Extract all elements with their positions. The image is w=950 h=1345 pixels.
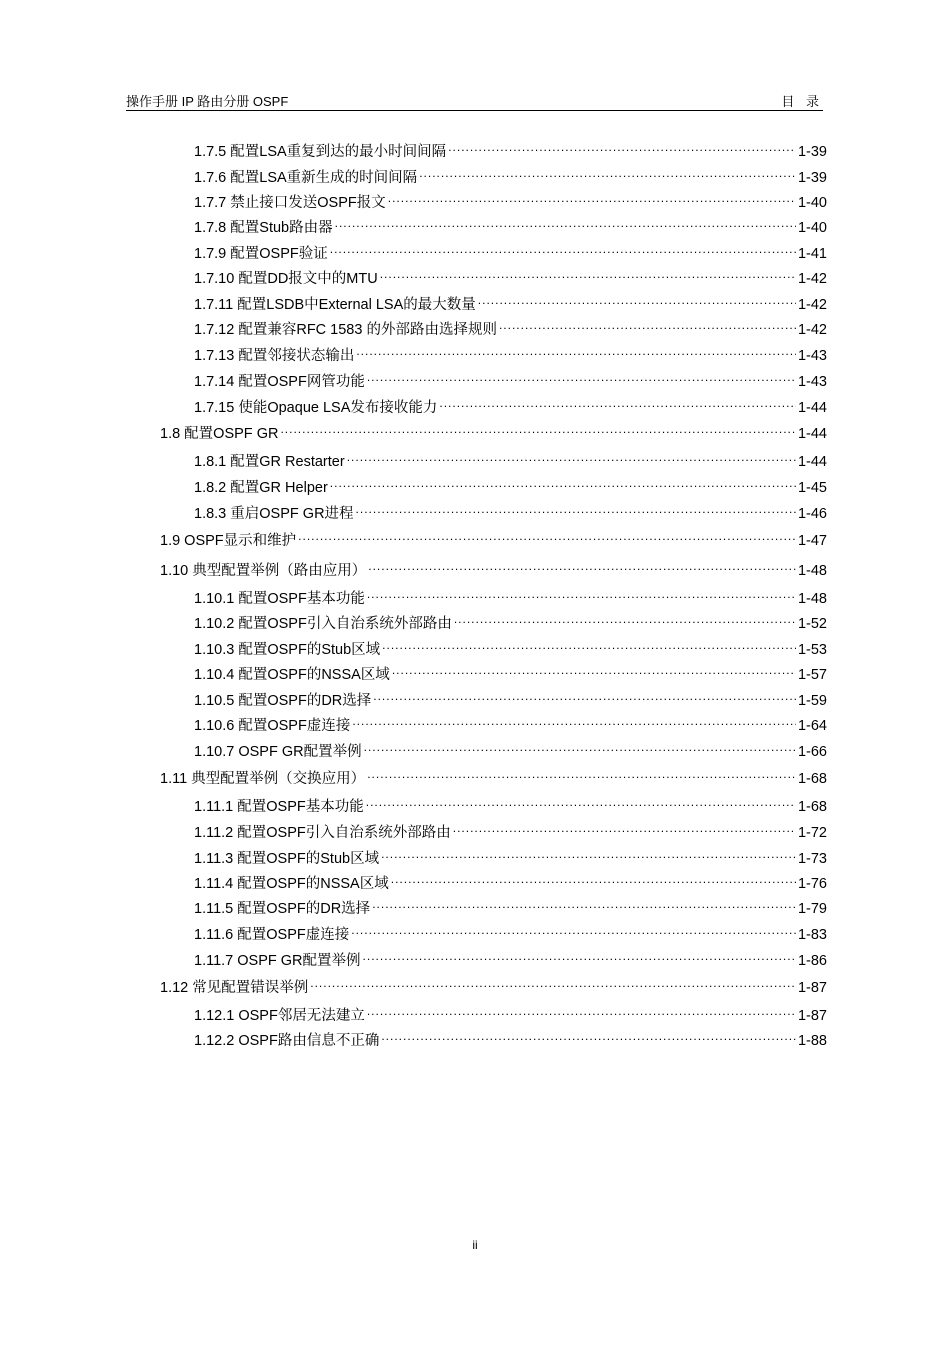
toc-entry-title: 1.7.5 配置LSA重复到达的最小时间间隔 xyxy=(194,144,447,160)
toc-entry-title: 1.8.2 配置GR Helper xyxy=(194,480,328,496)
page-header xyxy=(126,90,823,111)
toc-entry[interactable] xyxy=(194,448,827,470)
header-section: 目 录 xyxy=(781,94,823,109)
toc-dot-leader xyxy=(335,214,796,232)
toc-entry-page: 1-76 xyxy=(797,876,827,892)
toc-entry[interactable] xyxy=(160,765,827,787)
toc-dot-leader xyxy=(454,610,796,628)
toc-entry[interactable] xyxy=(194,164,827,186)
toc-entry[interactable] xyxy=(194,661,827,683)
toc-dot-leader xyxy=(330,240,796,258)
toc-entry[interactable] xyxy=(160,557,827,579)
toc-entry-title: 1.11.4 配置OSPF的NSSA区域 xyxy=(194,876,389,892)
toc-dot-leader xyxy=(380,265,796,283)
toc-entry[interactable] xyxy=(194,240,827,262)
toc-dot-leader xyxy=(381,845,796,863)
toc-dot-leader xyxy=(478,291,796,309)
toc-dot-leader xyxy=(367,765,796,783)
toc-entry-title: 1.8.3 重启OSPF GR进程 xyxy=(194,506,354,522)
toc-entry-page: 1-46 xyxy=(797,506,827,522)
toc-entry-title: 1.12.1 OSPF邻居无法建立 xyxy=(194,1008,365,1024)
toc-entry-page: 1-41 xyxy=(797,246,827,262)
toc-entry-page: 1-40 xyxy=(797,195,827,211)
toc-entry[interactable] xyxy=(194,1002,827,1024)
toc-entry[interactable] xyxy=(194,636,827,658)
toc-entry[interactable] xyxy=(194,342,827,364)
toc-entry-title: 1.7.10 配置DD报文中的MTU xyxy=(194,271,378,287)
toc-entry-title: 1.10.3 配置OSPF的Stub区域 xyxy=(194,642,381,658)
toc-dot-leader xyxy=(499,316,796,334)
toc-entry[interactable] xyxy=(194,368,827,390)
toc-dot-leader xyxy=(298,527,796,545)
toc-entry-title: 1.7.11 配置LSDB中External LSA的最大数量 xyxy=(194,297,476,313)
toc-dot-leader xyxy=(372,895,796,913)
toc-dot-leader xyxy=(351,921,796,939)
toc-entry-title: 1.7.15 使能Opaque LSA发布接收能力 xyxy=(194,400,438,416)
toc-entry-page: 1-42 xyxy=(797,271,827,287)
toc-dot-leader xyxy=(366,793,796,811)
toc-entry-title: 1.11.6 配置OSPF虚连接 xyxy=(194,927,350,943)
toc-entry-page: 1-86 xyxy=(797,953,827,969)
toc-entry-page: 1-52 xyxy=(797,616,827,632)
toc-entry[interactable] xyxy=(194,819,827,841)
toc-entry[interactable] xyxy=(194,500,827,522)
toc-dot-leader xyxy=(382,636,796,654)
toc-entry[interactable] xyxy=(194,214,827,236)
toc-entry-page: 1-73 xyxy=(797,851,827,867)
toc-entry[interactable] xyxy=(194,793,827,815)
toc-entry[interactable] xyxy=(194,1027,827,1049)
toc-dot-leader xyxy=(381,1027,796,1045)
toc-entry-title: 1.10.1 配置OSPF基本功能 xyxy=(194,591,365,607)
toc-entry-page: 1-68 xyxy=(797,799,827,815)
toc-entry-title: 1.8 配置OSPF GR xyxy=(160,426,279,442)
toc-entry-title: 1.7.13 配置邻接状态输出 xyxy=(194,348,355,364)
toc-entry-title: 1.7.14 配置OSPF网管功能 xyxy=(194,374,365,390)
toc-entry[interactable] xyxy=(194,687,827,709)
toc-entry-page: 1-42 xyxy=(797,297,827,313)
toc-entry[interactable] xyxy=(194,738,827,760)
toc-entry[interactable] xyxy=(194,947,827,969)
toc-entry-page: 1-44 xyxy=(797,426,827,442)
toc-entry-page: 1-47 xyxy=(797,533,827,549)
toc-entry-title: 1.12 常见配置错误举例 xyxy=(160,980,309,996)
toc-entry-page: 1-57 xyxy=(797,667,827,683)
toc-entry[interactable] xyxy=(194,585,827,607)
toc-dot-leader xyxy=(453,819,796,837)
toc-entry-title: 1.7.6 配置LSA重新生成的时间间隔 xyxy=(194,170,418,186)
toc-dot-leader xyxy=(392,661,796,679)
toc-entry[interactable] xyxy=(194,394,827,416)
toc-entry-page: 1-44 xyxy=(797,454,827,470)
toc-entry-title: 1.10.7 OSPF GR配置举例 xyxy=(194,744,362,760)
toc-entry-title: 1.10.6 配置OSPF虚连接 xyxy=(194,718,351,734)
toc-entry-title: 1.11.3 配置OSPF的Stub区域 xyxy=(194,851,380,867)
toc-entry-page: 1-44 xyxy=(797,400,827,416)
toc-entry-page: 1-40 xyxy=(797,220,827,236)
toc-dot-leader xyxy=(419,164,796,182)
toc-entry-page: 1-79 xyxy=(797,901,827,917)
toc-entry-page: 1-87 xyxy=(797,980,827,996)
toc-entry-title: 1.7.7 禁止接口发送OSPF报文 xyxy=(194,195,386,211)
toc-entry[interactable] xyxy=(194,291,827,313)
page-number: ii xyxy=(472,1238,478,1252)
toc-entry-title: 1.10.4 配置OSPF的NSSA区域 xyxy=(194,667,390,683)
toc-entry-page: 1-83 xyxy=(797,927,827,943)
toc-entry-page: 1-53 xyxy=(797,642,827,658)
toc-entry-page: 1-59 xyxy=(797,693,827,709)
toc-entry-title: 1.7.9 配置OSPF验证 xyxy=(194,246,328,262)
toc-entry[interactable] xyxy=(194,189,827,211)
toc-dot-leader xyxy=(356,342,796,360)
toc-entry[interactable] xyxy=(194,265,827,287)
toc-entry-title: 1.11 典型配置举例（交换应用） xyxy=(160,771,366,787)
toc-dot-leader xyxy=(367,1002,796,1020)
toc-entry[interactable] xyxy=(194,870,827,892)
toc-dot-leader xyxy=(448,138,796,156)
toc-entry[interactable] xyxy=(194,474,827,496)
toc-entry[interactable] xyxy=(194,138,827,160)
toc-entry-page: 1-43 xyxy=(797,374,827,390)
toc-entry-page: 1-88 xyxy=(797,1033,827,1049)
toc-entry[interactable] xyxy=(160,420,827,442)
toc-entry-title: 1.10 典型配置举例（路由应用） xyxy=(160,563,367,579)
toc-entry[interactable] xyxy=(194,895,827,917)
header-title: 操作手册 IP 路由分册 OSPF xyxy=(126,94,289,109)
toc-dot-leader xyxy=(364,738,796,756)
toc-entry-page: 1-48 xyxy=(797,591,827,607)
toc-entry[interactable] xyxy=(160,974,827,996)
toc-entry-page: 1-45 xyxy=(797,480,827,496)
toc-entry-page: 1-39 xyxy=(797,170,827,186)
toc-entry-title: 1.10.5 配置OSPF的DR选择 xyxy=(194,693,372,709)
toc-dot-leader xyxy=(310,974,796,992)
toc-entry-page: 1-42 xyxy=(797,322,827,338)
toc-dot-leader xyxy=(356,500,796,518)
toc-entry[interactable] xyxy=(160,527,827,549)
toc-entry-page: 1-48 xyxy=(797,563,827,579)
toc-entry-title: 1.7.12 配置兼容RFC 1583 的外部路由选择规则 xyxy=(194,322,497,338)
toc-dot-leader xyxy=(373,687,796,705)
toc-dot-leader xyxy=(330,474,796,492)
toc-entry-page: 1-43 xyxy=(797,348,827,364)
toc-entry-page: 1-66 xyxy=(797,744,827,760)
toc-entry-page: 1-68 xyxy=(797,771,827,787)
toc-entry-title: 1.8.1 配置GR Restarter xyxy=(194,454,345,470)
toc-entry-page: 1-72 xyxy=(797,825,827,841)
toc-dot-leader xyxy=(367,585,796,603)
toc-entry-title: 1.11.2 配置OSPF引入自治系统外部路由 xyxy=(194,825,451,841)
toc-dot-leader xyxy=(368,557,796,575)
toc-entry[interactable] xyxy=(194,845,827,867)
toc-entry-title: 1.12.2 OSPF路由信息不正确 xyxy=(194,1033,380,1049)
toc-entry-title: 1.10.2 配置OSPF引入自治系统外部路由 xyxy=(194,616,452,632)
toc-entry[interactable] xyxy=(194,921,827,943)
toc-entry-title: 1.11.5 配置OSPF的DR选择 xyxy=(194,901,371,917)
toc-entry-title: 1.7.8 配置Stub路由器 xyxy=(194,220,333,236)
toc-dot-leader xyxy=(439,394,796,412)
toc-dot-leader xyxy=(388,189,796,207)
toc-entry-title: 1.11.1 配置OSPF基本功能 xyxy=(194,799,364,815)
toc-dot-leader xyxy=(280,420,796,438)
toc-entry[interactable] xyxy=(194,712,827,734)
toc-dot-leader xyxy=(352,712,796,730)
toc-dot-leader xyxy=(391,870,796,888)
toc-dot-leader xyxy=(347,448,796,466)
toc-entry-page: 1-39 xyxy=(797,144,827,160)
toc-entry-title: 1.11.7 OSPF GR配置举例 xyxy=(194,953,361,969)
toc-entry-page: 1-64 xyxy=(797,718,827,734)
toc-dot-leader xyxy=(363,947,796,965)
toc-dot-leader xyxy=(367,368,796,386)
toc-entry-title: 1.9 OSPF显示和维护 xyxy=(160,533,297,549)
toc-entry-page: 1-87 xyxy=(797,1008,827,1024)
toc-entry[interactable] xyxy=(194,610,827,632)
toc-entry[interactable] xyxy=(194,316,827,338)
